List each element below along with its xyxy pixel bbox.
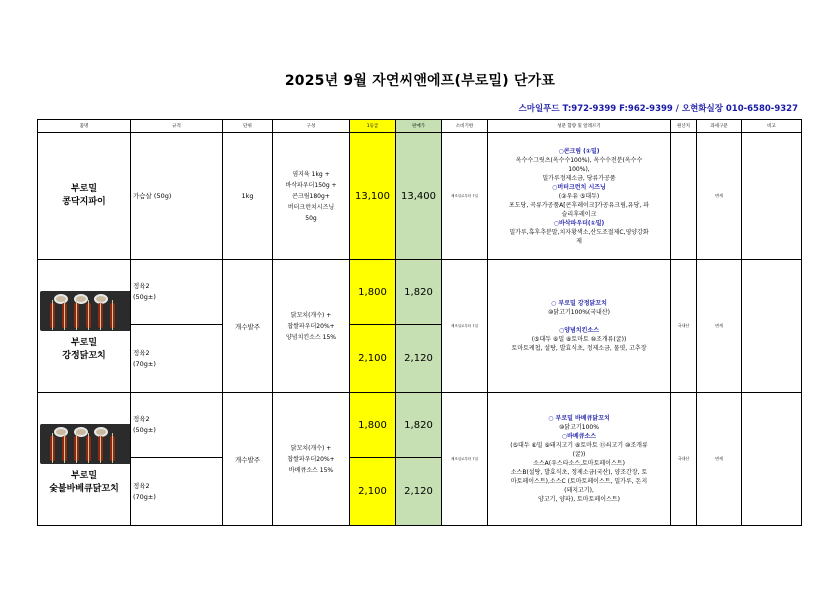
header-ingredients: 성분 함량 및 알레르기 <box>488 120 671 133</box>
ingredient-line: (돼지고기), <box>564 487 594 494</box>
ingredient-line: ⑩닭고기100% <box>559 424 599 431</box>
spec-line: 정육2 <box>133 348 150 357</box>
composition-line: 닭꼬치(개수) + <box>290 311 332 319</box>
composition-cell <box>273 260 350 393</box>
grade1-price-cell: 2,100 <box>350 458 396 526</box>
note-cell <box>742 393 802 526</box>
ingredient-line: 포도당, 곡류가공품A[콘후레이크]가공유크림,유당, 파 <box>508 201 650 209</box>
sale-price-cell: 1,820 <box>396 260 442 325</box>
header-tax: 과세구분 <box>697 120 742 133</box>
ingredient-line: ○버터크런치 시즈닝 <box>552 183 606 191</box>
ingredient-line: (②우유 ⑤대두) <box>558 192 600 200</box>
composition-line: 콘크림180g+ <box>292 192 330 200</box>
grade1-price-cell: 1,800 <box>350 260 396 325</box>
ingredient-line: 100%), <box>568 165 590 173</box>
spec-cell <box>131 393 223 458</box>
product-name-cell <box>38 260 131 393</box>
ingredients-cell <box>488 393 671 526</box>
unit-cell: 개수발주 <box>223 260 273 393</box>
composition-line: 찹쌀파우더20%+ <box>287 322 335 330</box>
spec-line: 정육2 <box>133 282 150 290</box>
composition-line: 50g <box>305 214 317 222</box>
ingredient-line: 옥수수그릿츠(옥수수100%), 옥수수전분(옥수수 <box>515 156 643 164</box>
ingredient-line: ○바삭파우더(①밀) <box>553 219 605 227</box>
header-note: 비고 <box>742 120 802 133</box>
header-grade1: 1등급 <box>350 120 396 133</box>
product-photo <box>40 424 131 464</box>
spec-line: (50g±) <box>133 426 156 434</box>
ingredient-line: (⑤대두 ⑥밀 ⑨돼지고기 ⑧토마토 ⑬쇠고기 ⑩조개류 <box>510 442 648 449</box>
table-row <box>38 393 802 458</box>
shelf-life-cell: 제조일로부터 7일 <box>442 393 488 526</box>
header-name: 품명 <box>38 120 131 133</box>
origin-cell <box>671 133 697 260</box>
spec-line: (50g±) <box>133 293 156 301</box>
spec-line: (70g±) <box>133 359 156 368</box>
origin-cell: 국내산 <box>671 393 697 526</box>
ingredient-line: 밀가루,혹후추분말,치자황색소,산도조절제C,영양강화 <box>509 228 649 236</box>
composition-cell <box>273 393 350 526</box>
ingredient-line: ○양념치킨소스 <box>558 327 599 334</box>
product-name-line2: 숯불바베큐닭꼬치 <box>49 484 119 494</box>
sale-price-cell: 1,820 <box>396 393 442 458</box>
composition-line: 버터크런치시즈닝 <box>287 203 335 211</box>
header-sale-price: 판매가 <box>396 120 442 133</box>
ingredient-line: (⑤대두 ⑥밀 ⑧토마토 ⑩조개류(굴)) <box>531 336 627 343</box>
spec-line: (70g±) <box>133 492 156 501</box>
ingredient-line: 슬리후레이크 <box>561 210 597 218</box>
composition-line: 닭꼬치(개수) + <box>290 444 332 452</box>
product-name-cell <box>38 133 131 260</box>
ingredient-line: 제 <box>576 237 582 245</box>
grade1-price-cell: 2,100 <box>350 325 396 393</box>
page-title: 2025년 9월 자연씨앤에프(부로밀) 단가표 <box>284 73 556 89</box>
spec-cell: 가슴살 (50g) <box>131 133 223 260</box>
composition-line: 바베큐소스 15% <box>288 466 334 474</box>
ingredient-line: ○ 부로밀 바베큐닭꼬치 <box>548 415 610 422</box>
product-name-line1: 부로밀 <box>70 338 98 348</box>
ingredient-line: 소스B(설탕, 발효식초, 정제소금(국산), 양조간장, 토 <box>510 469 648 476</box>
shelf-life-cell: 제조일로부터 7일 <box>442 260 488 393</box>
header-spec: 규격 <box>131 120 223 133</box>
ingredient-line: ⑩닭고기100%(국내산) <box>548 309 610 316</box>
ingredients-cell <box>488 260 671 393</box>
composition-line: 찹쌀파우더20%+ <box>287 455 335 463</box>
note-cell <box>742 260 802 393</box>
header-shelf-life: 소비기한 <box>442 120 488 133</box>
product-name-line1: 부로밀 <box>70 184 98 194</box>
table-row <box>38 260 802 325</box>
composition-cell <box>273 133 350 260</box>
unit-cell: 개수발주 <box>223 393 273 526</box>
composition-line: 바삭파우더150g + <box>285 181 337 189</box>
shelf-life-cell: 제조일로부터 7일 <box>442 133 488 260</box>
product-name-line2: 콩닥지파이 <box>62 197 106 207</box>
origin-cell: 국내산 <box>671 260 697 393</box>
spec-cell <box>131 458 223 526</box>
ingredient-line: 소스A(우스타소스,토마토페이스트) <box>533 460 625 467</box>
spec-line: 정육2 <box>133 415 150 423</box>
product-photo <box>40 291 131 331</box>
sale-price-cell: 2,120 <box>396 458 442 526</box>
sale-price-cell: 13,400 <box>396 133 442 260</box>
grade1-price-cell: 1,800 <box>350 393 396 458</box>
table-row <box>38 133 802 260</box>
tax-cell: 면세 <box>697 260 742 393</box>
contact-info: 스마일푸드 T:972-9399 F:962-9399 / 오현화실장 010-6580-9327 <box>518 104 798 114</box>
price-table <box>37 119 802 526</box>
header-unit: 단위 <box>223 120 273 133</box>
ingredient-line: 마토페이스트),소스C (토마토페이스트, 밀가루, 돈지 <box>510 478 648 485</box>
ingredient-line: 양고기, 양파), 토마토페이스트) <box>538 496 620 503</box>
ingredients-cell <box>488 133 671 260</box>
ingredient-line: 토마토케첩, 설탕, 발효식초, 정제소금, 물엿, 고추장 <box>511 345 647 352</box>
tax-cell: 면세 <box>697 133 742 260</box>
tax-cell: 면세 <box>697 393 742 526</box>
spec-line: 정육2 <box>133 481 150 490</box>
composition-line: 염지육 1kg + <box>292 170 330 178</box>
composition-line: 양념치킨소스 15% <box>285 333 337 341</box>
spec-cell <box>131 325 223 393</box>
grade1-price-cell: 13,100 <box>350 133 396 260</box>
product-name-line1: 부로밀 <box>70 471 98 481</box>
ingredient-line: ○바베큐소스 <box>561 433 597 440</box>
product-name-cell <box>38 393 131 526</box>
ingredient-line: (굴)) <box>572 451 586 458</box>
header-row <box>38 120 802 133</box>
spec-cell <box>131 260 223 325</box>
unit-cell: 1kg <box>223 133 273 260</box>
product-name-line2: 강정닭꼬치 <box>62 351 106 361</box>
sale-price-cell: 2,120 <box>396 325 442 393</box>
ingredient-line <box>491 317 667 326</box>
ingredient-line: ○ 부로밀 강정닭꼬치 <box>551 300 607 307</box>
header-composition: 구성 <box>273 120 350 133</box>
header-origin: 원산지 <box>671 120 697 133</box>
ingredient-line: ○콘크림 (①밀) <box>558 147 600 155</box>
note-cell <box>742 133 802 260</box>
ingredient-line: 밀가루정제소금, 당류가공품 <box>542 174 616 182</box>
